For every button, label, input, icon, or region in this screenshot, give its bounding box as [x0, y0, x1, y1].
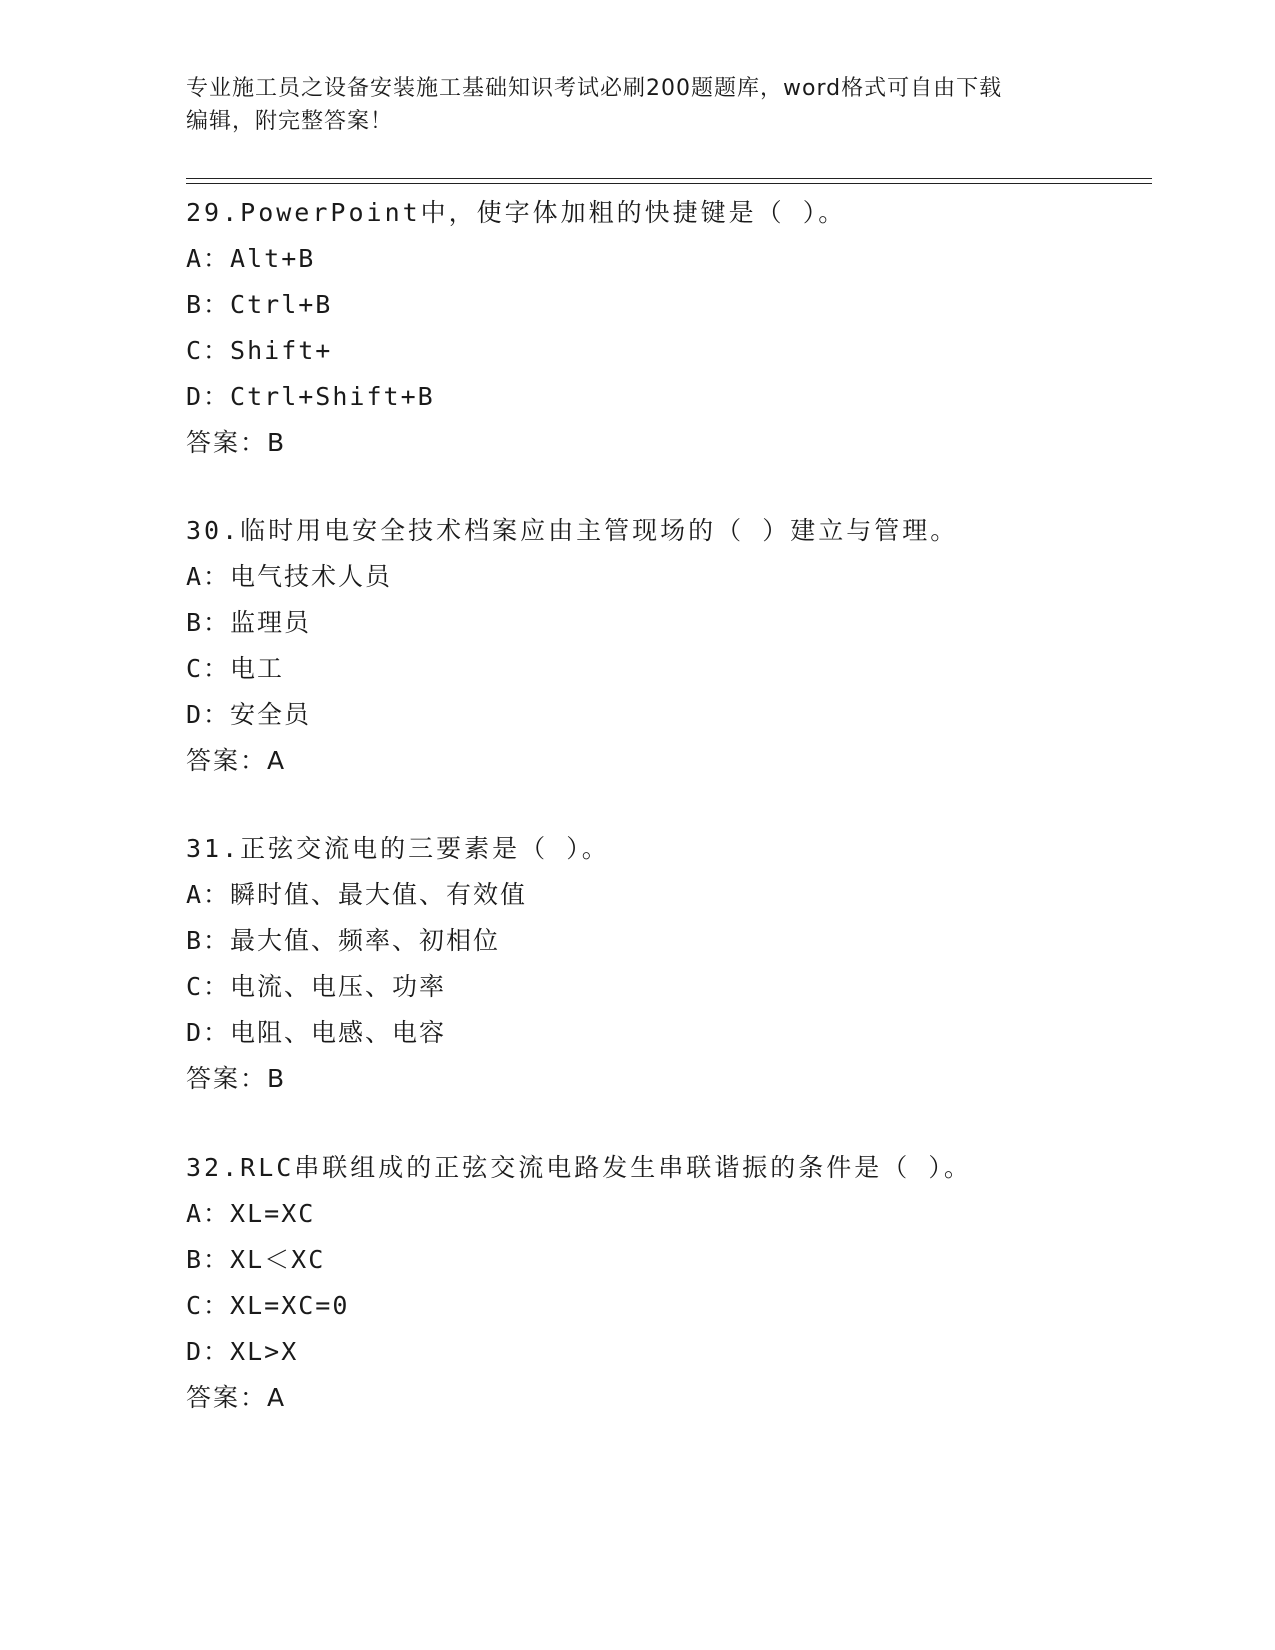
question-30: [186, 508, 1146, 784]
option-d: D：Ctrl+Shift+B: [186, 382, 435, 411]
option-c: C：Shift+: [186, 336, 333, 365]
header-divider-top: [186, 178, 1152, 179]
option-b: B：监理员: [186, 608, 312, 637]
header-line-2: 编辑，附完整答案！: [186, 109, 394, 134]
option-a: A：电气技术人员: [186, 562, 393, 591]
document-header: [186, 72, 1066, 138]
question-stem: 29.PowerPoint中，使字体加粗的快捷键是（ ）。: [186, 198, 847, 227]
option-d: D：XL>X: [186, 1337, 299, 1366]
question-32: [186, 1145, 1146, 1421]
option-a: A：Alt+B: [186, 244, 316, 273]
option-b: B：Ctrl+B: [186, 290, 333, 319]
question-stem: 32.RLC串联组成的正弦交流电路发生串联谐振的条件是（ ）。: [186, 1153, 972, 1182]
answer: 答案：B: [186, 428, 287, 457]
answer: 答案：A: [186, 746, 287, 775]
question-stem: 31.正弦交流电的三要素是（ ）。: [186, 834, 610, 863]
header-line-1: 专业施工员之设备安装施工基础知识考试必刷200题题库，word格式可自由下载: [186, 76, 1003, 101]
answer: 答案：B: [186, 1064, 287, 1093]
question-31: [186, 826, 1146, 1102]
option-c: C：电流、电压、功率: [186, 972, 447, 1001]
option-b: B：XL＜XC: [186, 1245, 326, 1274]
option-b: B：最大值、频率、初相位: [186, 926, 501, 955]
option-a: A：瞬时值、最大值、有效值: [186, 880, 528, 909]
question-29: [186, 190, 1146, 466]
header-divider-bottom: [186, 183, 1152, 184]
option-d: D：电阻、电感、电容: [186, 1018, 447, 1047]
question-stem: 30.临时用电安全技术档案应由主管现场的（ ）建立与管理。: [186, 516, 959, 545]
option-c: C：XL=XC=0: [186, 1291, 350, 1320]
option-a: A：XL=XC: [186, 1199, 316, 1228]
option-d: D：安全员: [186, 700, 312, 729]
answer: 答案：A: [186, 1383, 287, 1412]
option-c: C：电工: [186, 654, 285, 683]
